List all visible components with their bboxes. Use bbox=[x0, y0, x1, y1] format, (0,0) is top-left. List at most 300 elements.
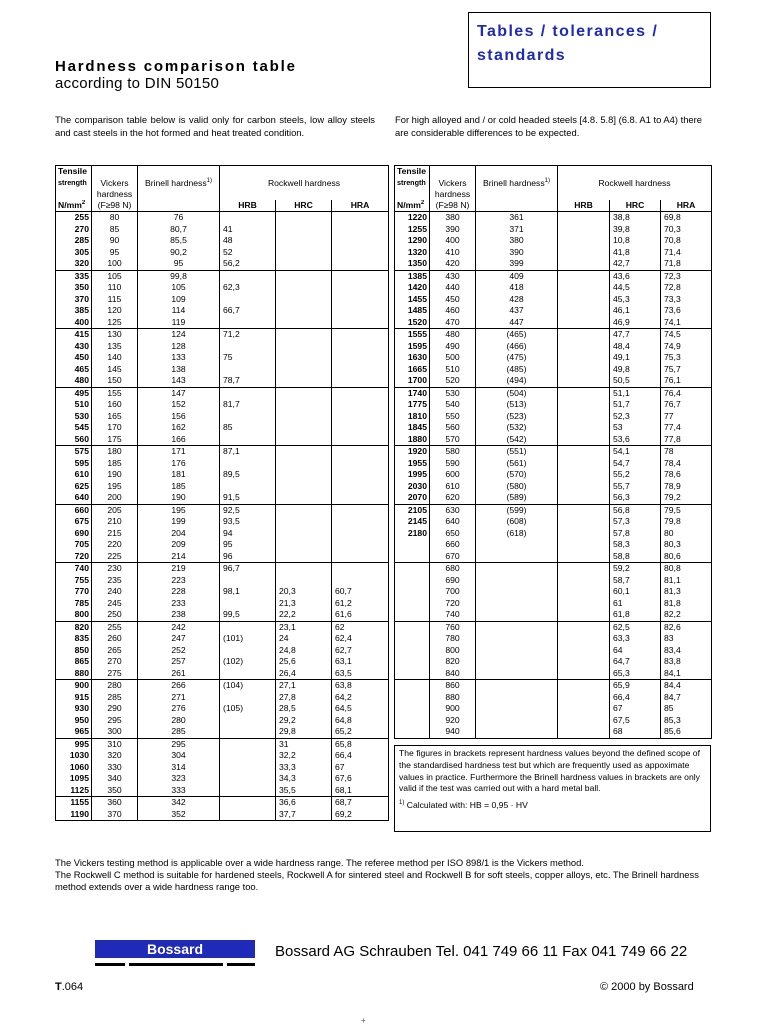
table-row bbox=[395, 575, 712, 587]
cell-brinell: (561) bbox=[476, 458, 558, 470]
cell-hrb bbox=[220, 434, 276, 446]
cell-hrc: 51,1 bbox=[610, 387, 661, 399]
cell-hrc: 51,7 bbox=[610, 399, 661, 411]
cell-tensile: 1920 bbox=[395, 446, 430, 458]
table-row bbox=[56, 785, 389, 797]
table-row bbox=[395, 387, 712, 399]
cell-vickers: 370 bbox=[92, 809, 138, 821]
cell-brinell: 176 bbox=[138, 458, 220, 470]
cell-hrc: 61,8 bbox=[610, 609, 661, 621]
table-row bbox=[56, 809, 389, 821]
cell-brinell: 147 bbox=[138, 387, 220, 399]
cell-tensile: 2070 bbox=[395, 492, 430, 504]
cell-brinell: (494) bbox=[476, 375, 558, 387]
cell-hrb: 62,3 bbox=[220, 282, 276, 294]
cell-hra: 67 bbox=[332, 762, 389, 774]
cell-hrb: 52 bbox=[220, 247, 276, 259]
cell-brinell: 105 bbox=[138, 282, 220, 294]
cell-hrb bbox=[220, 575, 276, 587]
cell-tensile: 1290 bbox=[395, 235, 430, 247]
cell-vickers: 285 bbox=[92, 692, 138, 704]
table-row bbox=[56, 609, 389, 621]
cell-vickers: 560 bbox=[430, 422, 476, 434]
table-row bbox=[56, 715, 389, 727]
cell-brinell: 76 bbox=[138, 212, 220, 224]
table-row bbox=[56, 212, 389, 224]
cell-vickers: 215 bbox=[92, 528, 138, 540]
cell-hra: 61,6 bbox=[332, 609, 389, 621]
cell-hrc bbox=[276, 317, 332, 329]
cell-hrc: 49,8 bbox=[610, 364, 661, 376]
cell-vickers: 430 bbox=[430, 270, 476, 282]
cell-hrc bbox=[276, 258, 332, 270]
cell-brinell: 95 bbox=[138, 258, 220, 270]
cell-hra: 83 bbox=[661, 633, 712, 645]
cell-hrb bbox=[220, 341, 276, 353]
cell-tensile: 1220 bbox=[395, 212, 430, 224]
cell-vickers: 680 bbox=[430, 563, 476, 575]
table-row bbox=[395, 645, 712, 657]
cell-tensile: 1555 bbox=[395, 329, 430, 341]
table-row bbox=[395, 258, 712, 270]
cell-hra: 69,2 bbox=[332, 809, 389, 821]
cell-vickers: 380 bbox=[430, 212, 476, 224]
cell-hrb bbox=[220, 715, 276, 727]
cell-tensile: 690 bbox=[56, 528, 92, 540]
intro-left: The comparison table below is valid only for carbon steels, low alloy steels and cast steels in the hot formed and heat treated condition. bbox=[55, 114, 375, 138]
cell-brinell bbox=[476, 575, 558, 587]
cell-hrc: 34,3 bbox=[276, 773, 332, 785]
table-row bbox=[395, 247, 712, 259]
cell-brinell bbox=[476, 656, 558, 668]
cell-hrc bbox=[276, 528, 332, 540]
cell-vickers: 520 bbox=[430, 375, 476, 387]
cell-hra bbox=[332, 539, 389, 551]
header-tensile-unit: $N/mm^2$ bbox=[56, 200, 92, 212]
cell-hrc: 54,7 bbox=[610, 458, 661, 470]
table-row bbox=[395, 516, 712, 528]
cell-hra bbox=[332, 575, 389, 587]
cell-vickers: 420 bbox=[430, 258, 476, 270]
cell-vickers: 340 bbox=[92, 773, 138, 785]
cell-brinell bbox=[476, 586, 558, 598]
cell-brinell: 171 bbox=[138, 446, 220, 458]
cell-vickers: 95 bbox=[92, 247, 138, 259]
cell-brinell: 233 bbox=[138, 598, 220, 610]
cell-hra: 61,2 bbox=[332, 598, 389, 610]
cell-hrc: 27,8 bbox=[276, 692, 332, 704]
cell-brinell: 119 bbox=[138, 317, 220, 329]
table-row bbox=[395, 715, 712, 727]
cell-hra bbox=[332, 224, 389, 236]
cell-tensile: 2145 bbox=[395, 516, 430, 528]
cell-tensile bbox=[395, 551, 430, 563]
cell-hrc bbox=[276, 224, 332, 236]
cell-hra: 77 bbox=[661, 411, 712, 423]
cell-hrb bbox=[220, 738, 276, 750]
cell-vickers: 820 bbox=[430, 656, 476, 668]
cell-hrb bbox=[558, 481, 610, 493]
cell-tensile: 1030 bbox=[56, 750, 92, 762]
cell-vickers: 105 bbox=[92, 270, 138, 282]
cell-tensile: 335 bbox=[56, 270, 92, 282]
hardness-table-left: Tensile strength Vickers Brinell hardness$^{1)}$ Rockwell hardness hardness $N/mm^2$ (F≥98 N) HRB HRC HRA 255 80 76 270 85 80,7 41 285 90 85,5 48 305 95 90,2 52 320 100 95 56,2 335 105 99,8 350 110 105 62,3 370 115 109 385 120 114 66,7 400 125 119 415 130 124 71,2 430 135 128 450 140 133 75 465 145 138 480 150 143 78,7 495 155 147 510 160 152 81,7 530 165 156 545 170 162 85 560 175 166 575 180 171 87,1 595 185 176 610 190 181 89,5 625 195 185 640 200 190 91,5 660 205 195 92,5 675 210 199 93,5 690 215 204 94 705 220 209 95 720 225 214 96 740 230 219 96,7 755 235 223 770 240 228 98,1 20,3 60,7 785 245 233 21,3 61,2 800 250 238 99,5 22,2 61,6 820 255 242 23,1 62 835 260 247 (101) 24 62,4 850 265 252 24,8 62,7 865 270 257 (102) 25,6 63,1 880 275 261 26,4 63,5 900 280 266 (104) 27,1 63,8 915 285 271 27,8 64,2 930 290 276 (105) 28,5 64,5 950 295 280 29,2 64,8 965 300 285 29,8 65,2 995 310 295 31 65,8 1030 320 304 32,2 66,4 1060 330 314 33,3 67 1095 340 323 34,3 67,6 1125 350 333 35,5 68,1 1155 360 342 36,6 68,7 1190 370 352 37,7 69,2 bbox=[55, 165, 389, 821]
cell-hra: 64,2 bbox=[332, 692, 389, 704]
cell-tensile: 2180 bbox=[395, 528, 430, 540]
table-row bbox=[56, 282, 389, 294]
cell-brinell: 276 bbox=[138, 703, 220, 715]
cell-hrb: 89,5 bbox=[220, 469, 276, 481]
cell-hra: 72,8 bbox=[661, 282, 712, 294]
cell-vickers: 125 bbox=[92, 317, 138, 329]
cell-hra: 81,3 bbox=[661, 586, 712, 598]
cell-hrc: 27,1 bbox=[276, 680, 332, 692]
cell-hrc bbox=[276, 458, 332, 470]
cell-vickers: 900 bbox=[430, 703, 476, 715]
cell-tensile bbox=[395, 668, 430, 680]
header-brinell: Brinell hardness$^{1)}$ bbox=[138, 166, 220, 200]
cell-brinell bbox=[476, 598, 558, 610]
bossard-logo: Bossard bbox=[95, 940, 255, 958]
table-row bbox=[56, 692, 389, 704]
table-row bbox=[56, 317, 389, 329]
cell-vickers: 580 bbox=[430, 446, 476, 458]
cell-brinell bbox=[476, 692, 558, 704]
cell-vickers: 140 bbox=[92, 352, 138, 364]
cell-hrc: 48,4 bbox=[610, 341, 661, 353]
cell-tensile: 705 bbox=[56, 539, 92, 551]
cell-hrb bbox=[558, 258, 610, 270]
cell-vickers: 80 bbox=[92, 212, 138, 224]
cell-hrc bbox=[276, 282, 332, 294]
cell-tensile: 415 bbox=[56, 329, 92, 341]
table-row bbox=[56, 645, 389, 657]
cell-tensile: 1385 bbox=[395, 270, 430, 282]
cell-tensile bbox=[395, 621, 430, 633]
cell-hrc bbox=[276, 329, 332, 341]
cell-hrb bbox=[220, 411, 276, 423]
cell-hrb: 71,2 bbox=[220, 329, 276, 341]
cell-hrb bbox=[558, 621, 610, 633]
cell-hrb: 91,5 bbox=[220, 492, 276, 504]
cell-tensile: 755 bbox=[56, 575, 92, 587]
cell-vickers: 540 bbox=[430, 399, 476, 411]
table-row bbox=[56, 656, 389, 668]
cell-tensile: 915 bbox=[56, 692, 92, 704]
cell-vickers: 290 bbox=[92, 703, 138, 715]
cell-tensile: 270 bbox=[56, 224, 92, 236]
cell-tensile: 510 bbox=[56, 399, 92, 411]
table-row bbox=[56, 258, 389, 270]
table-row bbox=[56, 563, 389, 575]
cell-vickers: 175 bbox=[92, 434, 138, 446]
cell-hra: 63,8 bbox=[332, 680, 389, 692]
cell-hrc: 55,2 bbox=[610, 469, 661, 481]
table-row bbox=[56, 680, 389, 692]
cell-vickers: 460 bbox=[430, 305, 476, 317]
table-row bbox=[395, 621, 712, 633]
method-notes bbox=[55, 857, 715, 893]
cell-hrc bbox=[276, 212, 332, 224]
cell-hra: 75,3 bbox=[661, 352, 712, 364]
cell-hrb bbox=[558, 492, 610, 504]
table-row bbox=[56, 598, 389, 610]
cell-hrc: 39,8 bbox=[610, 224, 661, 236]
cell-tensile: 575 bbox=[56, 446, 92, 458]
cell-brinell: (608) bbox=[476, 516, 558, 528]
cell-brinell: 143 bbox=[138, 375, 220, 387]
header-hrc: HRC bbox=[276, 200, 332, 212]
cell-brinell: 90,2 bbox=[138, 247, 220, 259]
cell-hra: 62 bbox=[332, 621, 389, 633]
cell-hra: 83,8 bbox=[661, 656, 712, 668]
cell-hra: 79,8 bbox=[661, 516, 712, 528]
table-row bbox=[395, 633, 712, 645]
table-row bbox=[395, 668, 712, 680]
header-vickers: Vickers bbox=[92, 166, 138, 189]
cell-vickers: 235 bbox=[92, 575, 138, 587]
cell-hra: 81,1 bbox=[661, 575, 712, 587]
table-row bbox=[56, 224, 389, 236]
cell-hra: 76,1 bbox=[661, 375, 712, 387]
cell-hra: 76,7 bbox=[661, 399, 712, 411]
cell-brinell: 128 bbox=[138, 341, 220, 353]
cell-hrc bbox=[276, 375, 332, 387]
cell-hra: 69,8 bbox=[661, 212, 712, 224]
table-row bbox=[56, 492, 389, 504]
cell-vickers: 160 bbox=[92, 399, 138, 411]
cell-hrc: 67 bbox=[610, 703, 661, 715]
cell-vickers: 350 bbox=[92, 785, 138, 797]
cell-vickers: 510 bbox=[430, 364, 476, 376]
cell-tensile: 545 bbox=[56, 422, 92, 434]
cell-hra bbox=[332, 411, 389, 423]
cell-hrc: 29,8 bbox=[276, 726, 332, 738]
cell-brinell: 223 bbox=[138, 575, 220, 587]
footnote-box bbox=[394, 745, 711, 832]
cell-brinell: (475) bbox=[476, 352, 558, 364]
cell-tensile: 770 bbox=[56, 586, 92, 598]
cell-hrb bbox=[558, 680, 610, 692]
cell-brinell: (465) bbox=[476, 329, 558, 341]
cell-brinell: 242 bbox=[138, 621, 220, 633]
page-title: Hardness comparison table bbox=[55, 58, 297, 75]
cell-hra: 77,4 bbox=[661, 422, 712, 434]
table-row bbox=[395, 352, 712, 364]
cell-hra: 84,7 bbox=[661, 692, 712, 704]
table-row bbox=[56, 364, 389, 376]
cell-brinell: 271 bbox=[138, 692, 220, 704]
cell-vickers: 860 bbox=[430, 680, 476, 692]
cell-hra: 80,6 bbox=[661, 551, 712, 563]
cell-brinell: 323 bbox=[138, 773, 220, 785]
table-row bbox=[395, 492, 712, 504]
cell-brinell: 228 bbox=[138, 586, 220, 598]
cell-hrc bbox=[276, 446, 332, 458]
cell-vickers: 115 bbox=[92, 294, 138, 306]
cell-tensile bbox=[395, 539, 430, 551]
table-row bbox=[56, 329, 389, 341]
cell-hra: 78,9 bbox=[661, 481, 712, 493]
cell-hrb bbox=[558, 270, 610, 282]
header-hrb: HRB bbox=[220, 200, 276, 212]
cell-tensile: 880 bbox=[56, 668, 92, 680]
cell-vickers: 255 bbox=[92, 621, 138, 633]
cell-hra: 60,7 bbox=[332, 586, 389, 598]
cell-hrb bbox=[220, 364, 276, 376]
cell-tensile: 1060 bbox=[56, 762, 92, 774]
cell-hrc bbox=[276, 481, 332, 493]
cell-tensile: 610 bbox=[56, 469, 92, 481]
table-row bbox=[395, 341, 712, 353]
table-row bbox=[395, 726, 712, 738]
cell-brinell: 437 bbox=[476, 305, 558, 317]
cell-vickers: 185 bbox=[92, 458, 138, 470]
table-row bbox=[395, 528, 712, 540]
header-hra: HRA bbox=[332, 200, 389, 212]
cell-brinell: 333 bbox=[138, 785, 220, 797]
cell-brinell: 162 bbox=[138, 422, 220, 434]
cell-hrc bbox=[276, 399, 332, 411]
table-row bbox=[56, 762, 389, 774]
cell-vickers: 170 bbox=[92, 422, 138, 434]
cell-hrc bbox=[276, 422, 332, 434]
cell-vickers: 150 bbox=[92, 375, 138, 387]
cell-tensile: 1845 bbox=[395, 422, 430, 434]
table-row bbox=[395, 411, 712, 423]
table-row bbox=[56, 773, 389, 785]
cell-hrb: 41 bbox=[220, 224, 276, 236]
table-row bbox=[56, 375, 389, 387]
table-row bbox=[56, 516, 389, 528]
cell-tensile: 400 bbox=[56, 317, 92, 329]
cell-tensile: 640 bbox=[56, 492, 92, 504]
left-table-body bbox=[56, 212, 389, 821]
cell-vickers: 570 bbox=[430, 434, 476, 446]
cell-brinell bbox=[476, 645, 558, 657]
table-row bbox=[395, 586, 712, 598]
cell-vickers: 880 bbox=[430, 692, 476, 704]
cell-hra: 64,5 bbox=[332, 703, 389, 715]
cell-tensile bbox=[395, 609, 430, 621]
header-tensile: Tensile strength bbox=[56, 166, 92, 189]
table-row bbox=[56, 726, 389, 738]
cell-tensile bbox=[395, 645, 430, 657]
table-row bbox=[395, 212, 712, 224]
cell-brinell: 418 bbox=[476, 282, 558, 294]
cell-brinell: (599) bbox=[476, 504, 558, 516]
cell-tensile: 900 bbox=[56, 680, 92, 692]
cell-hrb bbox=[220, 797, 276, 809]
cell-tensile: 1665 bbox=[395, 364, 430, 376]
cell-hrb bbox=[558, 364, 610, 376]
cell-brinell: 238 bbox=[138, 609, 220, 621]
table-row bbox=[56, 352, 389, 364]
cell-hra bbox=[332, 492, 389, 504]
cell-hrc: 38,8 bbox=[610, 212, 661, 224]
page-subtitle: according to DIN 50150 bbox=[55, 75, 220, 92]
cell-hra: 66,4 bbox=[332, 750, 389, 762]
cell-tensile: 320 bbox=[56, 258, 92, 270]
cell-brinell: (513) bbox=[476, 399, 558, 411]
cell-hrc bbox=[276, 341, 332, 353]
cell-brinell bbox=[476, 633, 558, 645]
cell-vickers: 265 bbox=[92, 645, 138, 657]
table-row bbox=[56, 703, 389, 715]
cell-hrb bbox=[558, 516, 610, 528]
cell-hrc bbox=[276, 551, 332, 563]
cell-brinell: 380 bbox=[476, 235, 558, 247]
cell-hrc: 62,5 bbox=[610, 621, 661, 633]
cell-hrb bbox=[558, 692, 610, 704]
cell-hrc: 37,7 bbox=[276, 809, 332, 821]
cell-vickers: 640 bbox=[430, 516, 476, 528]
cell-brinell: 181 bbox=[138, 469, 220, 481]
cell-hrb bbox=[220, 692, 276, 704]
cell-vickers: 500 bbox=[430, 352, 476, 364]
cell-hrc: 50,5 bbox=[610, 375, 661, 387]
table-row bbox=[56, 446, 389, 458]
cell-hra bbox=[332, 341, 389, 353]
cell-tensile bbox=[395, 586, 430, 598]
cell-hrb bbox=[558, 294, 610, 306]
cell-hra bbox=[332, 387, 389, 399]
cell-vickers: 400 bbox=[430, 235, 476, 247]
cell-tensile: 1420 bbox=[395, 282, 430, 294]
cell-tensile: 1810 bbox=[395, 411, 430, 423]
cell-hrc: 20,3 bbox=[276, 586, 332, 598]
cell-tensile: 1320 bbox=[395, 247, 430, 259]
cell-hrc bbox=[276, 235, 332, 247]
cell-vickers: 760 bbox=[430, 621, 476, 633]
cell-brinell: 409 bbox=[476, 270, 558, 282]
cell-hrc: 57,3 bbox=[610, 516, 661, 528]
cell-hra: 84,1 bbox=[661, 668, 712, 680]
cell-hrb bbox=[558, 224, 610, 236]
cell-hrc: 46,1 bbox=[610, 305, 661, 317]
cell-hrb bbox=[558, 212, 610, 224]
cell-vickers: 145 bbox=[92, 364, 138, 376]
table-row bbox=[56, 738, 389, 750]
cell-vickers: 410 bbox=[430, 247, 476, 259]
cell-hrb: 75 bbox=[220, 352, 276, 364]
cell-vickers: 620 bbox=[430, 492, 476, 504]
cell-hrc bbox=[276, 563, 332, 575]
cell-brinell: 447 bbox=[476, 317, 558, 329]
cell-vickers: 270 bbox=[92, 656, 138, 668]
cell-hra bbox=[332, 434, 389, 446]
cell-hra: 72,3 bbox=[661, 270, 712, 282]
cell-vickers: 590 bbox=[430, 458, 476, 470]
cell-brinell: (589) bbox=[476, 492, 558, 504]
table-row bbox=[56, 422, 389, 434]
table-row bbox=[395, 703, 712, 715]
cell-hra: 70,3 bbox=[661, 224, 712, 236]
cell-tensile: 950 bbox=[56, 715, 92, 727]
cell-tensile: 835 bbox=[56, 633, 92, 645]
cell-tensile: 675 bbox=[56, 516, 92, 528]
cell-hrc: 45,3 bbox=[610, 294, 661, 306]
cell-hra bbox=[332, 469, 389, 481]
cell-brinell: (504) bbox=[476, 387, 558, 399]
cell-tensile: 2030 bbox=[395, 481, 430, 493]
section-header-box bbox=[468, 12, 711, 88]
cell-hrc: 25,6 bbox=[276, 656, 332, 668]
cell-hrc: 53 bbox=[610, 422, 661, 434]
cell-tensile: 865 bbox=[56, 656, 92, 668]
table-row bbox=[56, 551, 389, 563]
cell-brinell: 199 bbox=[138, 516, 220, 528]
